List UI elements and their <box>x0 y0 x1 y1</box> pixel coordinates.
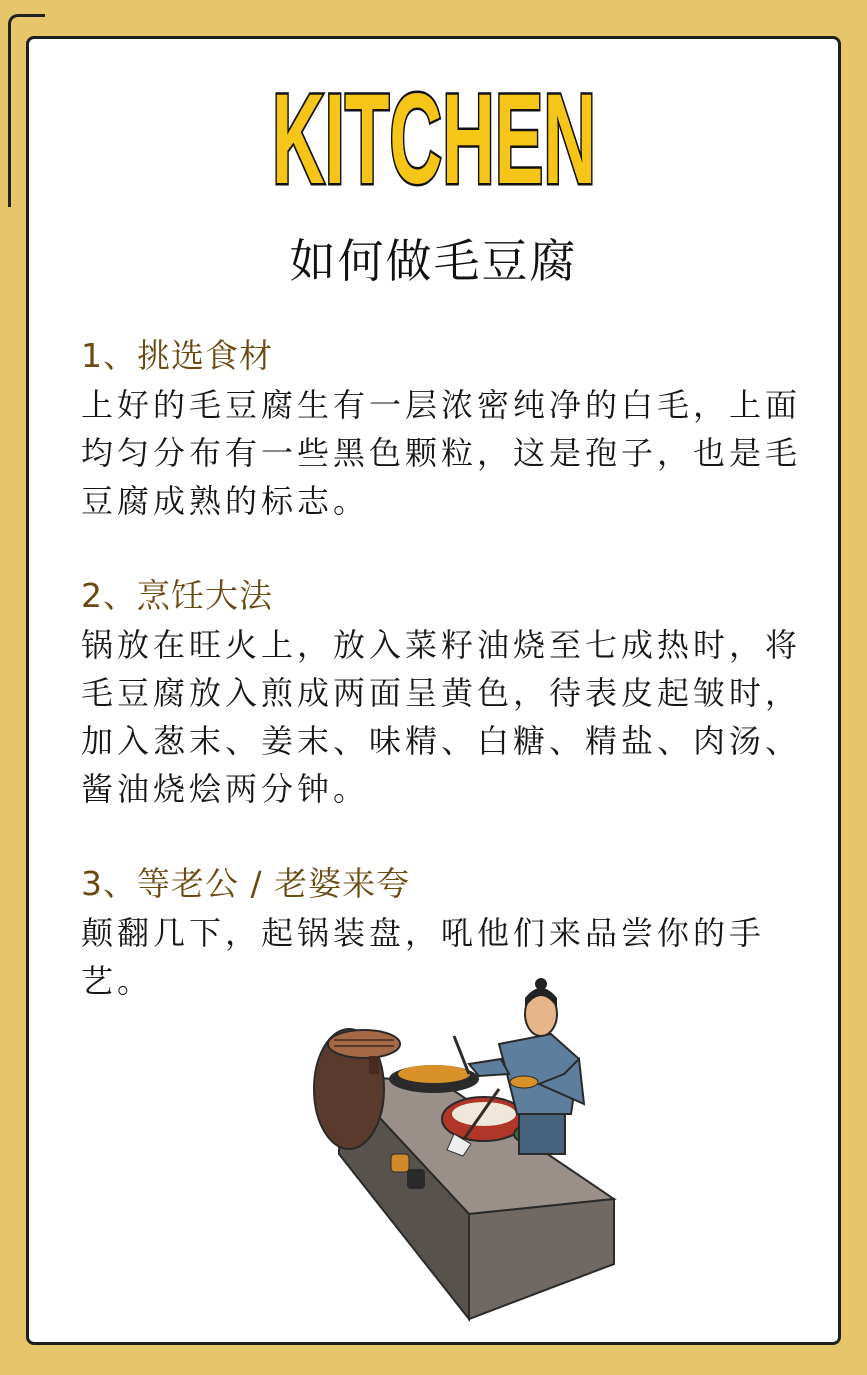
section-body: 锅放在旺火上，放入菜籽油烧至七成热时，将毛豆腐放入煎成两面呈黄色，待表皮起皱时，加入葱末、姜末、味精、白糖、精盐、肉汤、酱油烧烩两分钟。 <box>81 626 802 808</box>
section-choose-ingredients <box>81 333 801 525</box>
section-heading: 3、等老公 / 老婆来夸 <box>81 864 411 903</box>
cook-at-stove-illustration <box>279 964 619 1324</box>
section-heading: 2、烹饪大法 <box>81 576 273 615</box>
section-body: 颠翻几下，起锅装盘，吼他们来品尝你的手艺。 <box>81 914 766 1000</box>
section-body: 上好的毛豆腐生有一层浓密纯净的白毛，上面均匀分布有一些黑色颗粒，这是孢子，也是毛豆腐成熟的标志。 <box>81 386 802 520</box>
section-heading: 1、挑选食材 <box>81 336 273 375</box>
kitchen-logo <box>29 68 838 211</box>
recipe-card <box>26 36 841 1345</box>
page-title: 如何做毛豆腐 <box>289 234 578 288</box>
logo-text: KITCHEN <box>271 68 596 211</box>
section-cooking-method <box>81 573 801 813</box>
